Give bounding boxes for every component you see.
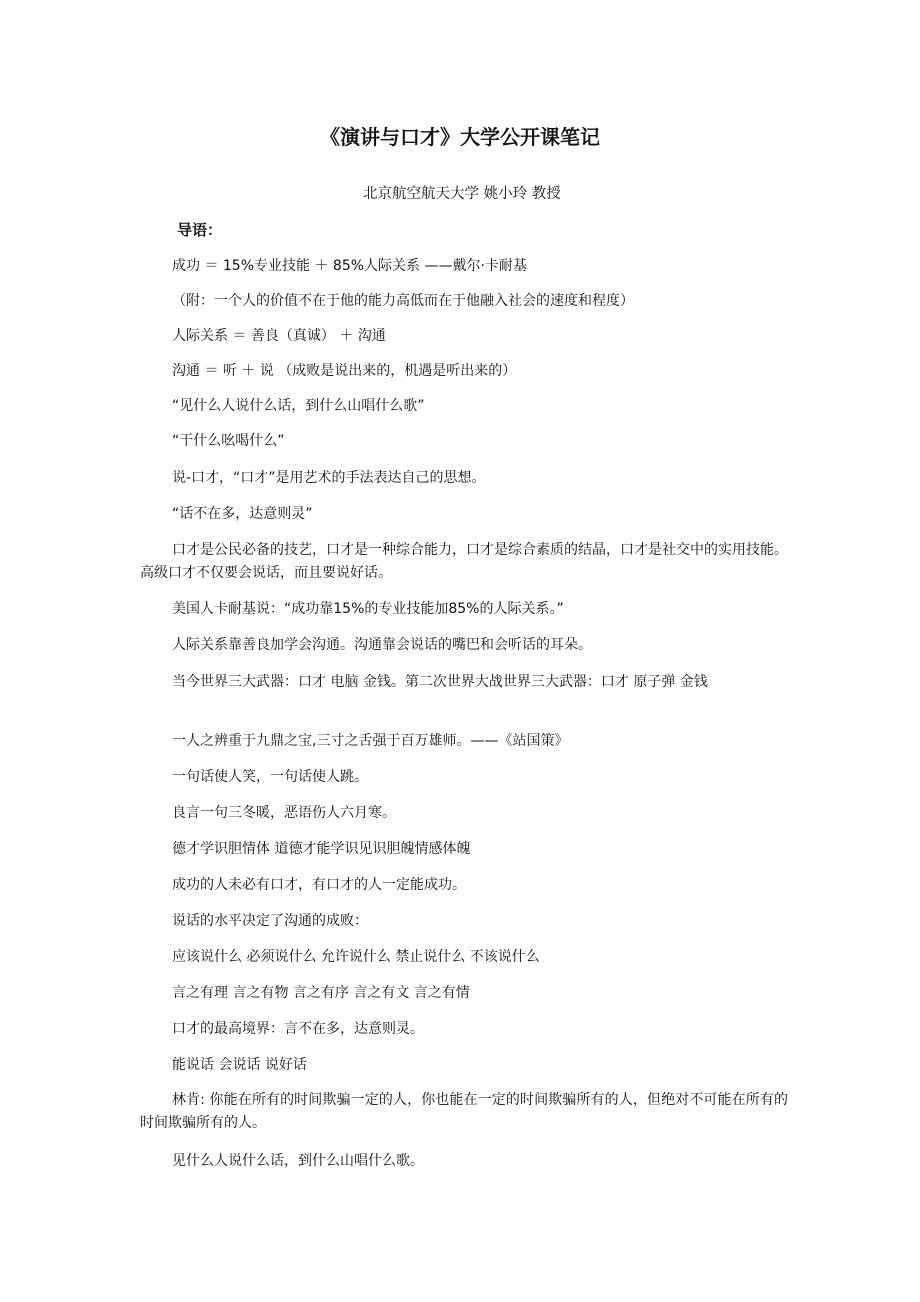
paragraph: 应该说什么 必须说什么 允许说什么 禁止说什么 不该说什么 [172, 949, 540, 965]
paragraph: 说话的水平决定了沟通的成败： [172, 913, 368, 929]
paragraph: “干什么吆喝什么” [172, 433, 285, 449]
paragraph: 成功 ＝ 15%专业技能 ＋ 85%人际关系 ——戴尔·卡耐基 [172, 258, 527, 274]
paragraph: “话不在多，达意则灵” [172, 506, 313, 522]
paragraph: 口才的最高境界：言不在多，达意则灵。 [172, 1021, 424, 1037]
paragraph: （附：一个人的价值不在于他的能力高低而在于他融入社会的速度和程度） [172, 293, 634, 309]
paragraph: 口才是公民必备的技艺，口才是一种综合能力，口才是综合素质的结晶，口才是社交中的实用技能。高级口才不仅要会说话，而且要说好话。 [140, 542, 788, 581]
paragraph: 言之有理 言之有物 言之有序 言之有文 言之有情 [172, 985, 470, 1001]
paragraph: 见什么人说什么话，到什么山唱什么歌。 [172, 1153, 424, 1169]
paragraph: 成功的人未必有口才，有口才的人一定能成功。 [172, 877, 466, 893]
paragraph: 人际关系靠善良加学会沟通。沟通靠会说话的嘴巴和会听话的耳朵。 [172, 637, 592, 653]
paragraph: 美国人卡耐基说：“成功靠15%的专业技能加85%的人际关系。” [172, 601, 564, 617]
paragraph: 当今世界三大武器：口才 电脑 金钱。第二次世界大战世界三大武器：口才 原子弹 金钱 [172, 674, 708, 690]
document-title: 《演讲与口才》大学公开课笔记 [320, 125, 600, 149]
paragraph: 良言一句三冬暖，恶语伤人六月寒。 [172, 805, 396, 821]
paragraph: “见什么人说什么话，到什么山唱什么歌” [172, 398, 425, 414]
paragraph: 说-口才，“口才”是用艺术的手法表达自己的思想。 [172, 470, 486, 486]
paragraph: 林肯: 你能在所有的时间欺骗一定的人，你也能在一定的时间欺骗所有的人，但绝对不可能在所有的时间欺骗所有的人。 [140, 1092, 788, 1131]
document-author: 北京航空航天大学 姚小玲 教授 [363, 186, 561, 202]
paragraph: 沟通 ＝ 听 ＋ 说 （成败是说出来的，机遇是听出来的） [172, 363, 517, 379]
paragraph: 一句话使人笑，一句话使人跳。 [172, 769, 368, 785]
paragraph: 德才学识胆情体 道德才能学识见识胆魄情感体魄 [172, 841, 471, 857]
paragraph: 能说话 会说话 说好话 [172, 1057, 307, 1073]
intro-heading: 导语： [177, 221, 223, 239]
paragraph: 一人之辨重于九鼎之宝,三寸之舌强于百万雄师。——《站国策》 [172, 733, 569, 749]
paragraph: 人际关系 ＝ 善良（真诚） ＋ 沟通 [172, 328, 386, 344]
